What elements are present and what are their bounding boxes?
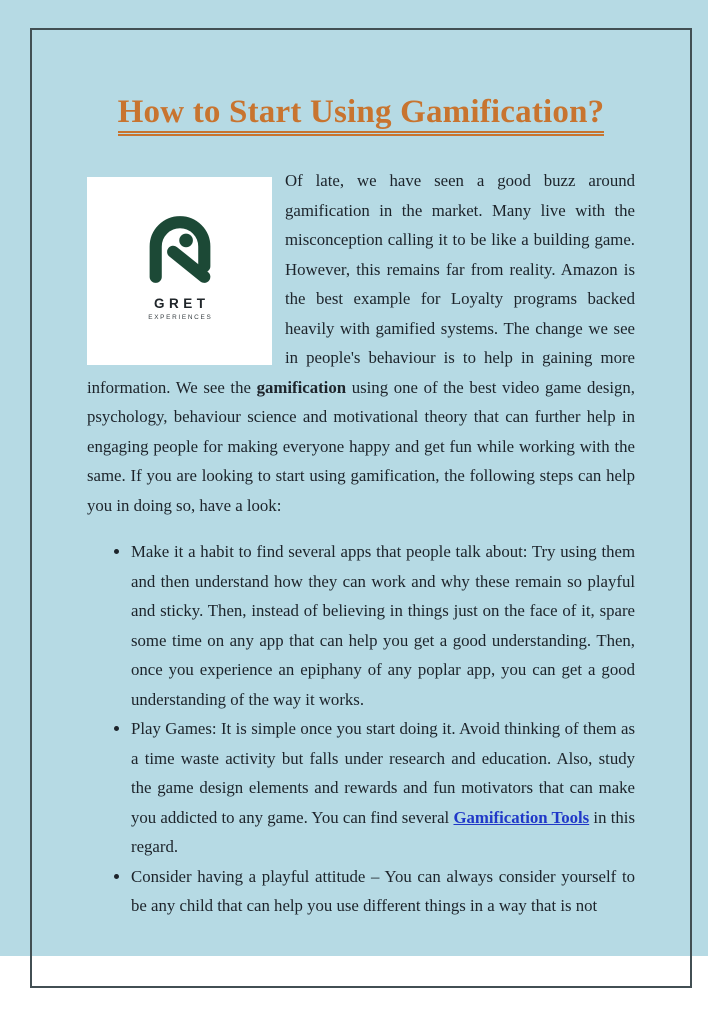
list-item-text: Make it a habit to find several apps that people talk about: Try using them and then understand how they can work and why these remain so playful and sticky. Then, instead of believing in things just on the face of it, spare some time on any app that can help you get a good understanding. Then, once you experience an epiphany of any poplar app, you can get a good understanding of the way it works.	[131, 542, 635, 709]
list-item-text: Play Games: It is simple once you start doing it. Avoid thinking of them as a time waste activity but falls under research and education. Also, study the game design elements and rewards and fun motivators that can make you addicted to any game. You can find several	[131, 719, 635, 827]
intro-text-after: using one of the best video game design, psychology, behaviour science and motivational theory that can further help in engaging people for making everyone happy and get fun while working with the same. If you are looking to start using gamification, the following steps can help you in doing so, have a look:	[87, 377, 635, 515]
gret-logo	[87, 177, 272, 365]
gret-arch-person-icon	[87, 207, 272, 291]
intro-bold-word: gamification	[256, 377, 347, 397]
list-item-playful-attitude	[131, 862, 635, 921]
gamification-tools-link[interactable]: Gamification Tools	[453, 807, 590, 827]
logo-subtitle: EXPERIENCES	[148, 314, 213, 321]
list-item-play-games	[131, 714, 635, 862]
list-item-text: Consider having a playful attitude – You can always consider yourself to be any child that can help you use different things in a way that is not	[131, 866, 635, 915]
logo-wordmark: GRET	[153, 296, 210, 311]
list-item-text: in this regard.	[131, 807, 635, 856]
steps-list	[87, 537, 635, 921]
page-title-text: How to Start Using Gamification?	[118, 94, 605, 136]
intro-text-before: Of late, we have seen a good buzz around gamification in the market. Many live with the misconception calling it to be like a building game. However, this remains far from reality. Amazon is the best example for Loyalty programs backed heavily with gamified systems. The change we see in people's behaviour is to help in gaining more information. We see the	[87, 171, 635, 397]
page-title	[87, 92, 635, 132]
article-body	[87, 166, 635, 921]
page-content	[87, 28, 635, 921]
list-item-find-apps	[131, 537, 635, 714]
